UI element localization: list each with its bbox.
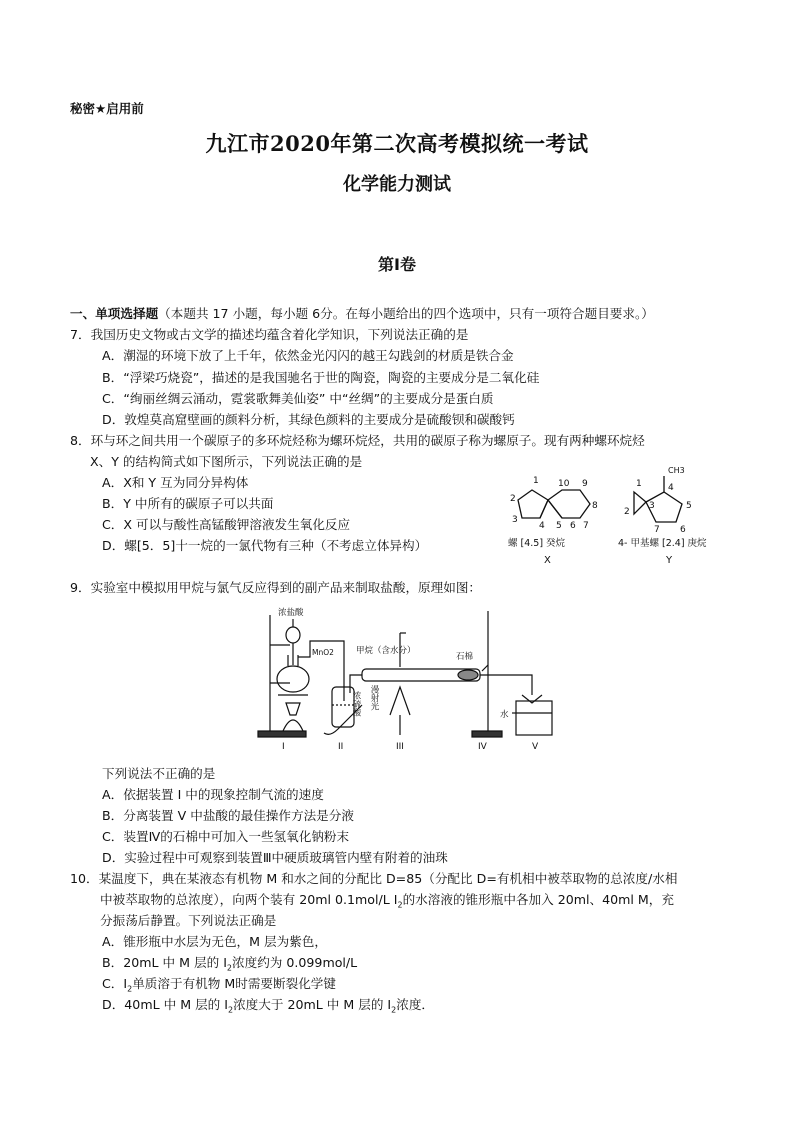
q9-option-c: C．装置Ⅳ的石棉中可加入一些氢氧化钠粉末 (102, 829, 350, 844)
q7-stem: 7．我国历史文物或古文学的描述均蕴含着化学知识，下列说法正确的是 (70, 327, 469, 342)
spiro-x-numbers (510, 476, 598, 531)
svg-text:6: 6 (570, 521, 576, 531)
q9-stem: 9．实验室中模拟用甲烷与氯气反应得到的副产品来制取盐酸，原理如图： (70, 580, 482, 595)
q10-option-b: B．20mL 中 M 层的 $I_2$浓度约为 0.099mol/L (102, 955, 358, 973)
spiro-y-label: Y (666, 555, 673, 566)
apparatus-iv (458, 611, 532, 737)
q9-apparatus-figure (250, 605, 565, 755)
q8-option-c: C．X 可以与酸性高锰酸钾溶液发生氧化反应 (102, 517, 351, 532)
label-iv: IV (478, 742, 487, 752)
q9-prompt: 下列说法不正确的是 (102, 766, 216, 781)
exam-subtitle: 化学能力测试 (343, 174, 451, 195)
q8-option-d: D．螺[5．5]十一烷的一氯代物有三种（不考虑立体异构） (102, 538, 428, 553)
q8-structure-figure (500, 462, 730, 572)
q9-option-d: D．实验过程中可观察到装置Ⅲ中硬质玻璃管内壁有附着的油珠 (102, 850, 448, 865)
spiro-x-structure (518, 490, 590, 518)
svg-text:1: 1 (533, 476, 539, 486)
svg-text:5: 5 (556, 521, 562, 531)
label-h2so4: 浓硫酸 (351, 691, 361, 717)
svg-text:8: 8 (592, 501, 598, 511)
label-methane: 甲烷（含水分） (356, 646, 416, 656)
secret-mark: 秘密★启用前 (70, 101, 144, 116)
svg-text:1: 1 (636, 479, 642, 489)
q8-stem-line2: X、Y 的结构简式如下图所示，下列说法正确的是 (90, 454, 363, 469)
methyl-label: CH3 (668, 466, 685, 475)
exam-title: 九江市2020年第二次高考模拟统一考试 (205, 131, 589, 156)
section-heading (70, 304, 654, 324)
svg-text:7: 7 (654, 525, 660, 535)
svg-text:7: 7 (583, 521, 589, 531)
apparatus-i (258, 615, 344, 737)
svg-text:6: 6 (680, 525, 686, 535)
q10-stem-line2: 中被萃取物的总浓度），向两个装有 20ml 0.1mol/L $I_2$的水溶液的锥形瓶中各加入 20ml、40ml M，充 (100, 892, 674, 910)
section-instructions: （本题共 17 小题，每小题 6分。在每小题给出的四个选项中，只有一项符合题目要求。） (158, 306, 654, 321)
q7-option-c: C．“绚丽丝绸云涌动，霓裳歌舞美仙姿” 中“丝绸”的主要成分是蛋白质 (102, 391, 494, 406)
spiro-y-caption: 4- 甲基螺 [2.4] 庚烷 (618, 538, 707, 549)
q8-stem-line1: 8．环与环之间共用一个碳原子的多环烷烃称为螺环烷烃，共用的碳原子称为螺原子。现有两种螺环烷烃 (70, 433, 645, 448)
q9-option-a: A．依据装置 I 中的现象控制气流的速度 (102, 787, 324, 802)
q8-option-a: A．X和 Y 互为同分异构体 (102, 475, 249, 490)
label-ii: II (338, 742, 344, 752)
svg-text:2: 2 (510, 494, 516, 504)
svg-text:3: 3 (649, 501, 655, 511)
q10-option-a: A．锥形瓶中水层为无色，M 层为紫色， (102, 934, 327, 949)
q8-option-b: B．Y 中所有的碳原子可以共面 (102, 496, 274, 511)
volume-heading: 第Ⅰ卷 (378, 255, 416, 274)
label-light: 漫射光 (369, 685, 379, 711)
q10-option-d: D．40mL 中 M 层的 $I_2$浓度大于 20mL 中 M 层的 $I_2$浓度． (102, 997, 435, 1015)
svg-text:4: 4 (539, 521, 545, 531)
label-mno2: MnO2 (312, 648, 334, 657)
svg-text:10: 10 (558, 479, 570, 489)
q7-option-b: B．“浮梁巧烧瓷”，描述的是我国驰名于世的陶瓷，陶瓷的主要成分是二氧化硅 (102, 370, 540, 385)
spiro-x-caption: 螺 [4.5] 癸烷 (508, 538, 566, 549)
q10-option-c: C．$I_2$单质溶于有机物 M时需要断裂化学键 (102, 976, 336, 994)
q9-option-b: B．分离装置 V 中盐酸的最佳操作方法是分液 (102, 808, 354, 823)
q10-stem-line3: 分振荡后静置。下列说法正确是 (100, 913, 277, 928)
label-i: I (282, 742, 285, 752)
label-v: V (532, 742, 539, 752)
label-iii: III (396, 742, 404, 752)
apparatus-v (512, 695, 552, 735)
svg-text:4: 4 (668, 483, 674, 493)
svg-text:2: 2 (624, 507, 630, 517)
svg-text:3: 3 (512, 515, 518, 525)
svg-text:5: 5 (686, 501, 692, 511)
label-hcl: 浓盐酸 (278, 608, 304, 618)
q7-option-a: A．潮湿的环境下放了上千年，依然金光闪闪的越王勾践剑的材质是铁合金 (102, 348, 514, 363)
q10-stem-line1: 10．某温度下，典在某液态有机物 M 和水之间的分配比 D=85（分配比 D=有机相中被萃取物的总浓度/水相 (70, 871, 678, 886)
label-asbestos: 石棉 (456, 652, 474, 662)
spiro-x-label: X (544, 555, 551, 566)
section-title: 一、单项选择题 (70, 306, 159, 321)
label-water: 水 (500, 710, 509, 720)
q7-option-d: D．敦煌莫高窟壁画的颜料分析，其绿色颜料的主要成分是硫酸钡和碳酸钙 (102, 412, 515, 427)
svg-text:9: 9 (582, 479, 588, 489)
